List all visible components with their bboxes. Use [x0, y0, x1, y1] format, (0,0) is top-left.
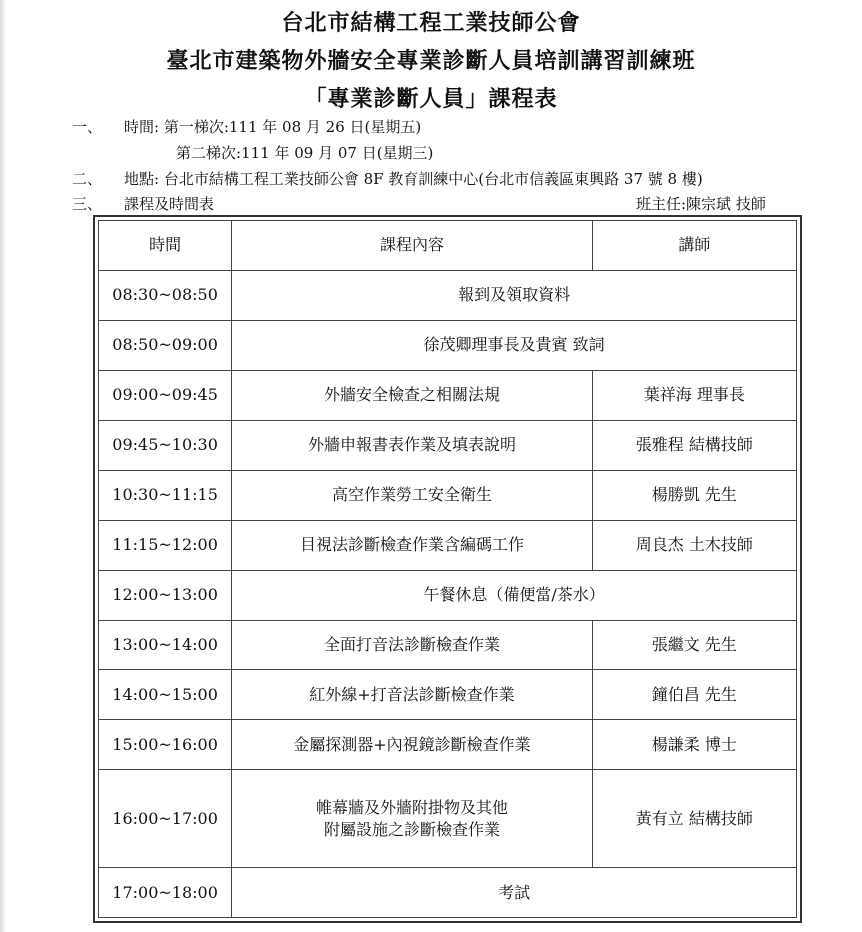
header-teacher: 講師 [592, 221, 796, 271]
table-header-row [99, 221, 797, 271]
table-row [99, 470, 797, 520]
row-time: 13:00~14:00 [99, 620, 232, 670]
row-time: 14:00~15:00 [99, 670, 232, 720]
header-topic: 課程內容 [232, 221, 593, 271]
row-time: 08:50~09:00 [99, 320, 232, 370]
row-teacher: 楊謙柔 博士 [592, 720, 796, 770]
row-time: 17:00~18:00 [99, 868, 232, 918]
row-topic: 高空作業勞工安全衛生 [232, 470, 593, 520]
row-topic: 目視法診斷檢查作業含編碼工作 [232, 520, 593, 570]
row-time: 09:00~09:45 [99, 370, 232, 420]
location-info: 地點: 台北市結構工程工業技師公會 8F 教育訓練中心(台北市信義區東興路 37 號 8 樓) [124, 170, 703, 188]
time-info-second-session: 第二梯次:111 年 09 月 07 日(星期三) [176, 144, 434, 162]
table-row [99, 720, 797, 770]
row-topic: 報到及領取資料 [232, 270, 797, 320]
row-teacher: 張雅程 結構技師 [592, 420, 796, 470]
item-number-3: 三、 [72, 195, 103, 213]
row-topic: 徐茂卿理事長及貴賓 致詞 [232, 320, 797, 370]
row-topic: 考試 [232, 868, 797, 918]
class-director: 班主任:陳宗珷 技師 [636, 195, 766, 213]
table-row [99, 868, 797, 918]
row-time: 15:00~16:00 [99, 720, 232, 770]
schedule-label: 課程及時間表 [124, 195, 215, 213]
row-time: 08:30~08:50 [99, 270, 232, 320]
association-title: 台北市結構工程工業技師公會 [281, 10, 581, 36]
item-number-2: 二、 [72, 170, 103, 188]
row-topic-line-2: 附屬設施之診斷檢查作業 [323, 819, 500, 839]
table-row [99, 670, 797, 720]
row-topic: 紅外線+打音法診斷檢查作業 [232, 670, 593, 720]
row-topic: 外牆申報書表作業及填表說明 [232, 420, 593, 470]
row-teacher: 張繼文 先生 [592, 620, 796, 670]
row-time: 12:00~13:00 [99, 570, 232, 620]
row-topic-line-1: 帷幕牆及外牆附掛物及其他 [315, 797, 508, 817]
row-topic: 午餐休息（備便當/茶水） [232, 570, 797, 620]
row-time: 11:15~12:00 [99, 520, 232, 570]
row-teacher: 葉祥海 理事長 [592, 370, 796, 420]
row-topic-multiline [232, 770, 593, 868]
course-title: 臺北市建築物外牆安全專業診斷人員培訓講習訓練班 [166, 48, 696, 74]
row-time: 09:45~10:30 [99, 420, 232, 470]
table-row [99, 320, 797, 370]
table-row [99, 270, 797, 320]
schedule-table [98, 220, 797, 918]
row-topic: 外牆安全檢查之相關法規 [232, 370, 593, 420]
document-header [0, 4, 862, 118]
time-info: 時間: 第一梯次:111 年 08 月 26 日(星期五) [124, 118, 422, 136]
page-edge-shadow [0, 0, 6, 932]
row-teacher: 楊勝凱 先生 [592, 470, 796, 520]
table-row [99, 520, 797, 570]
row-teacher: 周良杰 土木技師 [592, 520, 796, 570]
row-topic: 全面打音法診斷檢查作業 [232, 620, 593, 670]
table-row [99, 370, 797, 420]
table-row [99, 770, 797, 868]
header-time: 時間 [99, 221, 232, 271]
row-time: 10:30~11:15 [99, 470, 232, 520]
item-number-1: 一、 [72, 118, 103, 136]
row-topic: 金屬探測器+內視鏡診斷檢查作業 [232, 720, 593, 770]
table-row [99, 620, 797, 670]
table-row [99, 570, 797, 620]
table-row [99, 420, 797, 470]
schedule-title: 「專業診斷人員」課程表 [304, 86, 558, 112]
row-teacher: 鐘伯昌 先生 [592, 670, 796, 720]
row-time: 16:00~17:00 [99, 770, 232, 868]
row-teacher: 黃有立 結構技師 [592, 770, 796, 868]
